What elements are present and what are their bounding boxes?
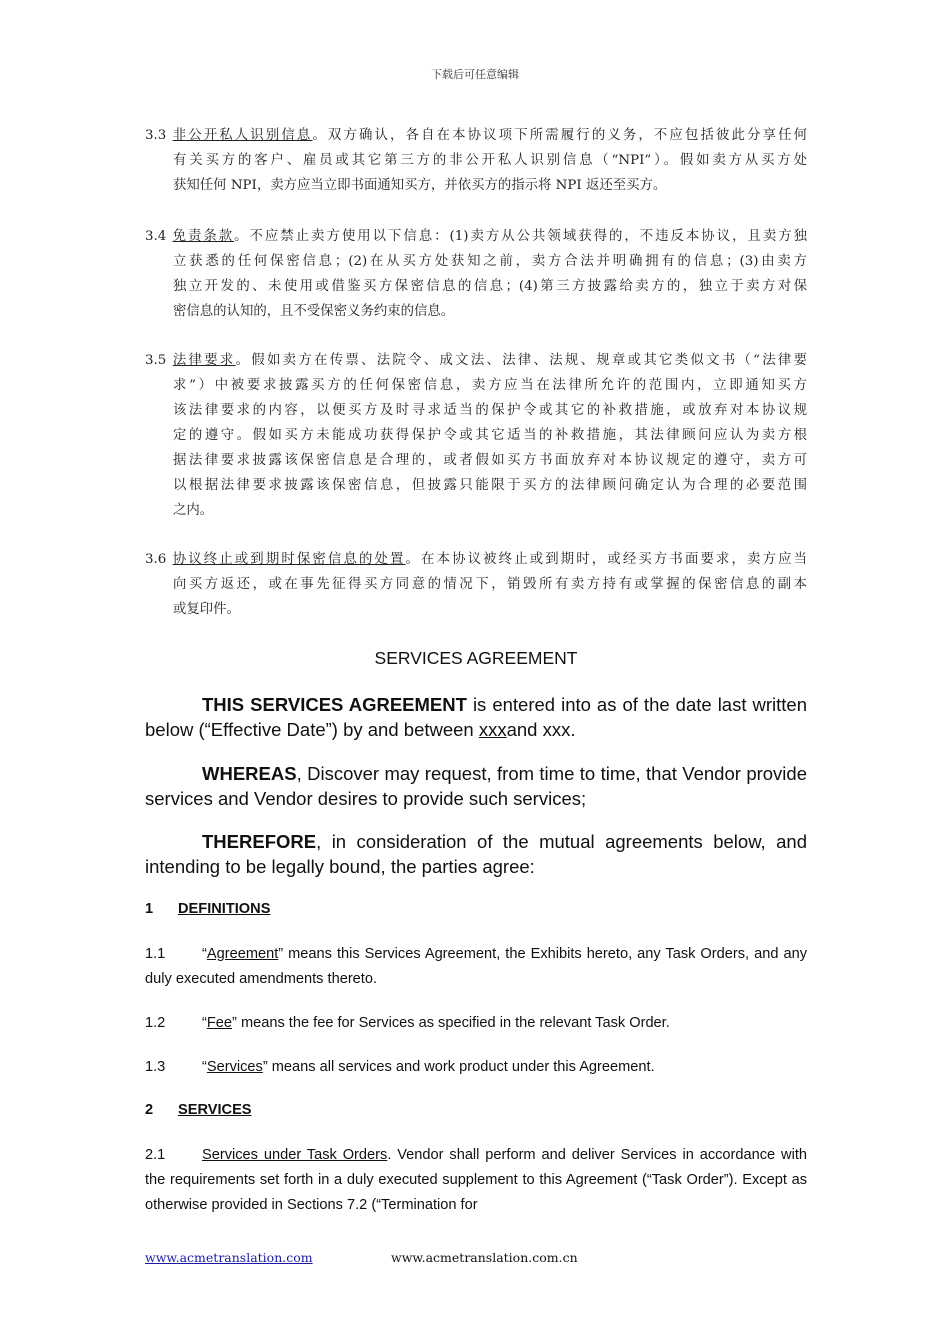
clause-title: 协议终止或到期时保密信息的处置 <box>172 552 406 567</box>
clause-text: 之内。 <box>173 503 214 518</box>
clause-text: 有关买方的客户、雇员或其它第三方的非公开私人识别信息（“NPI”）。假如卖方从买方处 <box>173 153 807 168</box>
definition-number: 1.1 <box>145 946 166 962</box>
clause-text: 据法律要求披露该保密信息是合理的，或者假如买方书面放弃对本协议规定的遵守，卖方可 <box>173 453 807 468</box>
clause-number: 2.1 <box>145 1147 166 1163</box>
therefore-paragraph <box>145 829 807 879</box>
clause-title: 非公开私人识别信息 <box>172 128 313 143</box>
clause-number: 3.5 <box>145 353 167 368</box>
definition-number: 1.2 <box>145 1015 166 1031</box>
intro-paragraph <box>145 692 807 742</box>
definition-term: Fee <box>206 1015 233 1031</box>
definition-text: ” means this Services Agreement, the Exhibits hereto, any Task Orders, and any duly executed amendments thereto. <box>145 946 807 987</box>
clause-3-4 <box>145 224 807 324</box>
clause-title: Services under Task Orders <box>202 1147 388 1163</box>
definition-term: Agreement <box>206 946 279 962</box>
clause-text: 获知任何 NPI，卖方应当立即书面通知买方，并依买方的指示将 NPI 返还至买方。 <box>173 178 667 193</box>
intro-text: is entered into as of the date last written below (“Effective Date”) by and between <box>145 694 807 740</box>
footer-link[interactable]: www.acmetranslation.com <box>145 1250 313 1265</box>
whereas-paragraph <box>145 761 807 811</box>
clause-3-5 <box>145 348 807 523</box>
clause-number: 3.6 <box>145 552 167 567</box>
section-2-heading <box>145 1102 807 1118</box>
clause-text: 。在本协议被终止或到期时，或经买方书面要求，卖方应当 <box>405 552 807 567</box>
clause-title: 免责条款 <box>172 229 235 244</box>
clause-text: 该法律要求的内容，以便买方及时寻求适当的保护令或其它的补救措施，或放弃对本协议规 <box>173 403 807 418</box>
intro-bold: THIS SERVICES AGREEMENT <box>202 694 467 715</box>
definition-text: ” means all services and work product under this Agreement. <box>262 1059 655 1075</box>
section-title: SERVICES <box>178 1102 252 1118</box>
clause-text: 以根据法律要求披露该保密信息，但披露只能限于买方的法律顾问确定认为合理的必要范围 <box>173 478 807 493</box>
section-title: DEFINITIONS <box>178 901 271 917</box>
clause-text: 立获悉的任何保密信息；(2)在从买方处获知之前，卖方合法并明确拥有的信息；(3)由卖方 <box>173 254 807 269</box>
party-two: and xxx. <box>506 719 576 740</box>
section-1-heading <box>145 901 807 917</box>
clause-text: 独立开发的、未使用或借鉴买方保密信息的信息；(4)第三方披露给卖方的，独立于卖方对保 <box>173 279 807 294</box>
clause-text: 向买方返还，或在事先征得买方同意的情况下，销毁所有卖方持有或掌握的保密信息的副本 <box>173 577 807 592</box>
clause-text: 定的遵守。假如买方未能成功获得保护令或其它适当的补救措施，其法律顾问应认为卖方根 <box>173 428 807 443</box>
clause-number: 3.3 <box>145 128 167 143</box>
therefore-bold: THEREFORE <box>202 831 317 852</box>
definition-text: ” means the fee for Services as specified in the relevant Task Order. <box>232 1015 670 1031</box>
clause-number: 3.4 <box>145 229 167 244</box>
agreement-title: SERVICES AGREEMENT <box>374 648 578 668</box>
page-header: 下载后可任意编辑 <box>431 68 519 81</box>
clause-title: 法律要求 <box>172 353 236 368</box>
clause-text: 。双方确认，各自在本协议项下所需履行的义务，不应包括彼此分享任何 <box>312 128 808 143</box>
clause-2-1 <box>145 1143 807 1218</box>
party-one: xxx <box>478 719 507 740</box>
whereas-bold: WHEREAS <box>202 763 297 784</box>
clause-text: 或复印件。 <box>173 602 240 617</box>
clause-text: . Vendor shall perform and deliver Services in accordance with the requirements set forth in a duly executed supplement to this Agreement (“Task Order”). Except as otherwise provided in Sections 7.2 (“Termination for <box>145 1147 807 1213</box>
clause-text: 。假如卖方在传票、法院令、成文法、法律、法规、规章或其它类似文书（“法律要 <box>235 353 808 368</box>
definition-term: Services <box>206 1059 263 1075</box>
clause-3-6 <box>145 547 807 622</box>
therefore-text: , in consideration of the mutual agreements below, and intending to be legally bound, the parties agree: <box>145 831 807 877</box>
definition-number: 1.3 <box>145 1059 166 1075</box>
clause-text: 求”）中被要求披露买方的任何保密信息，卖方应当在法律所允许的范围内，立即通知买方 <box>173 378 807 393</box>
clause-3-3 <box>145 123 807 198</box>
clause-text: 。不应禁止卖方使用以下信息：(1)卖方从公共领域获得的，不违反本协议，且卖方独 <box>234 229 808 244</box>
section-number: 2 <box>145 1102 154 1118</box>
footer-text: www.acmetranslation.com.cn <box>391 1250 578 1265</box>
clause-text: 密信息的认知的，且不受保密义务约束的信息。 <box>173 304 455 319</box>
definition-1-3: 1.3 “Services” means all services and work product under this Agreement. <box>145 1055 807 1080</box>
definition-1-1: 1.1 “Agreement” means this Services Agreement, the Exhibits hereto, any Task Orders, and any duly executed amendments thereto. <box>145 942 807 992</box>
whereas-text: , Discover may request, from time to time, that Vendor provide services and Vendor desires to provide such services; <box>145 763 807 809</box>
section-number: 1 <box>145 901 154 917</box>
page-footer <box>145 1250 578 1265</box>
definition-1-2: 1.2 “Fee” means the fee for Services as specified in the relevant Task Order. <box>145 1011 807 1036</box>
